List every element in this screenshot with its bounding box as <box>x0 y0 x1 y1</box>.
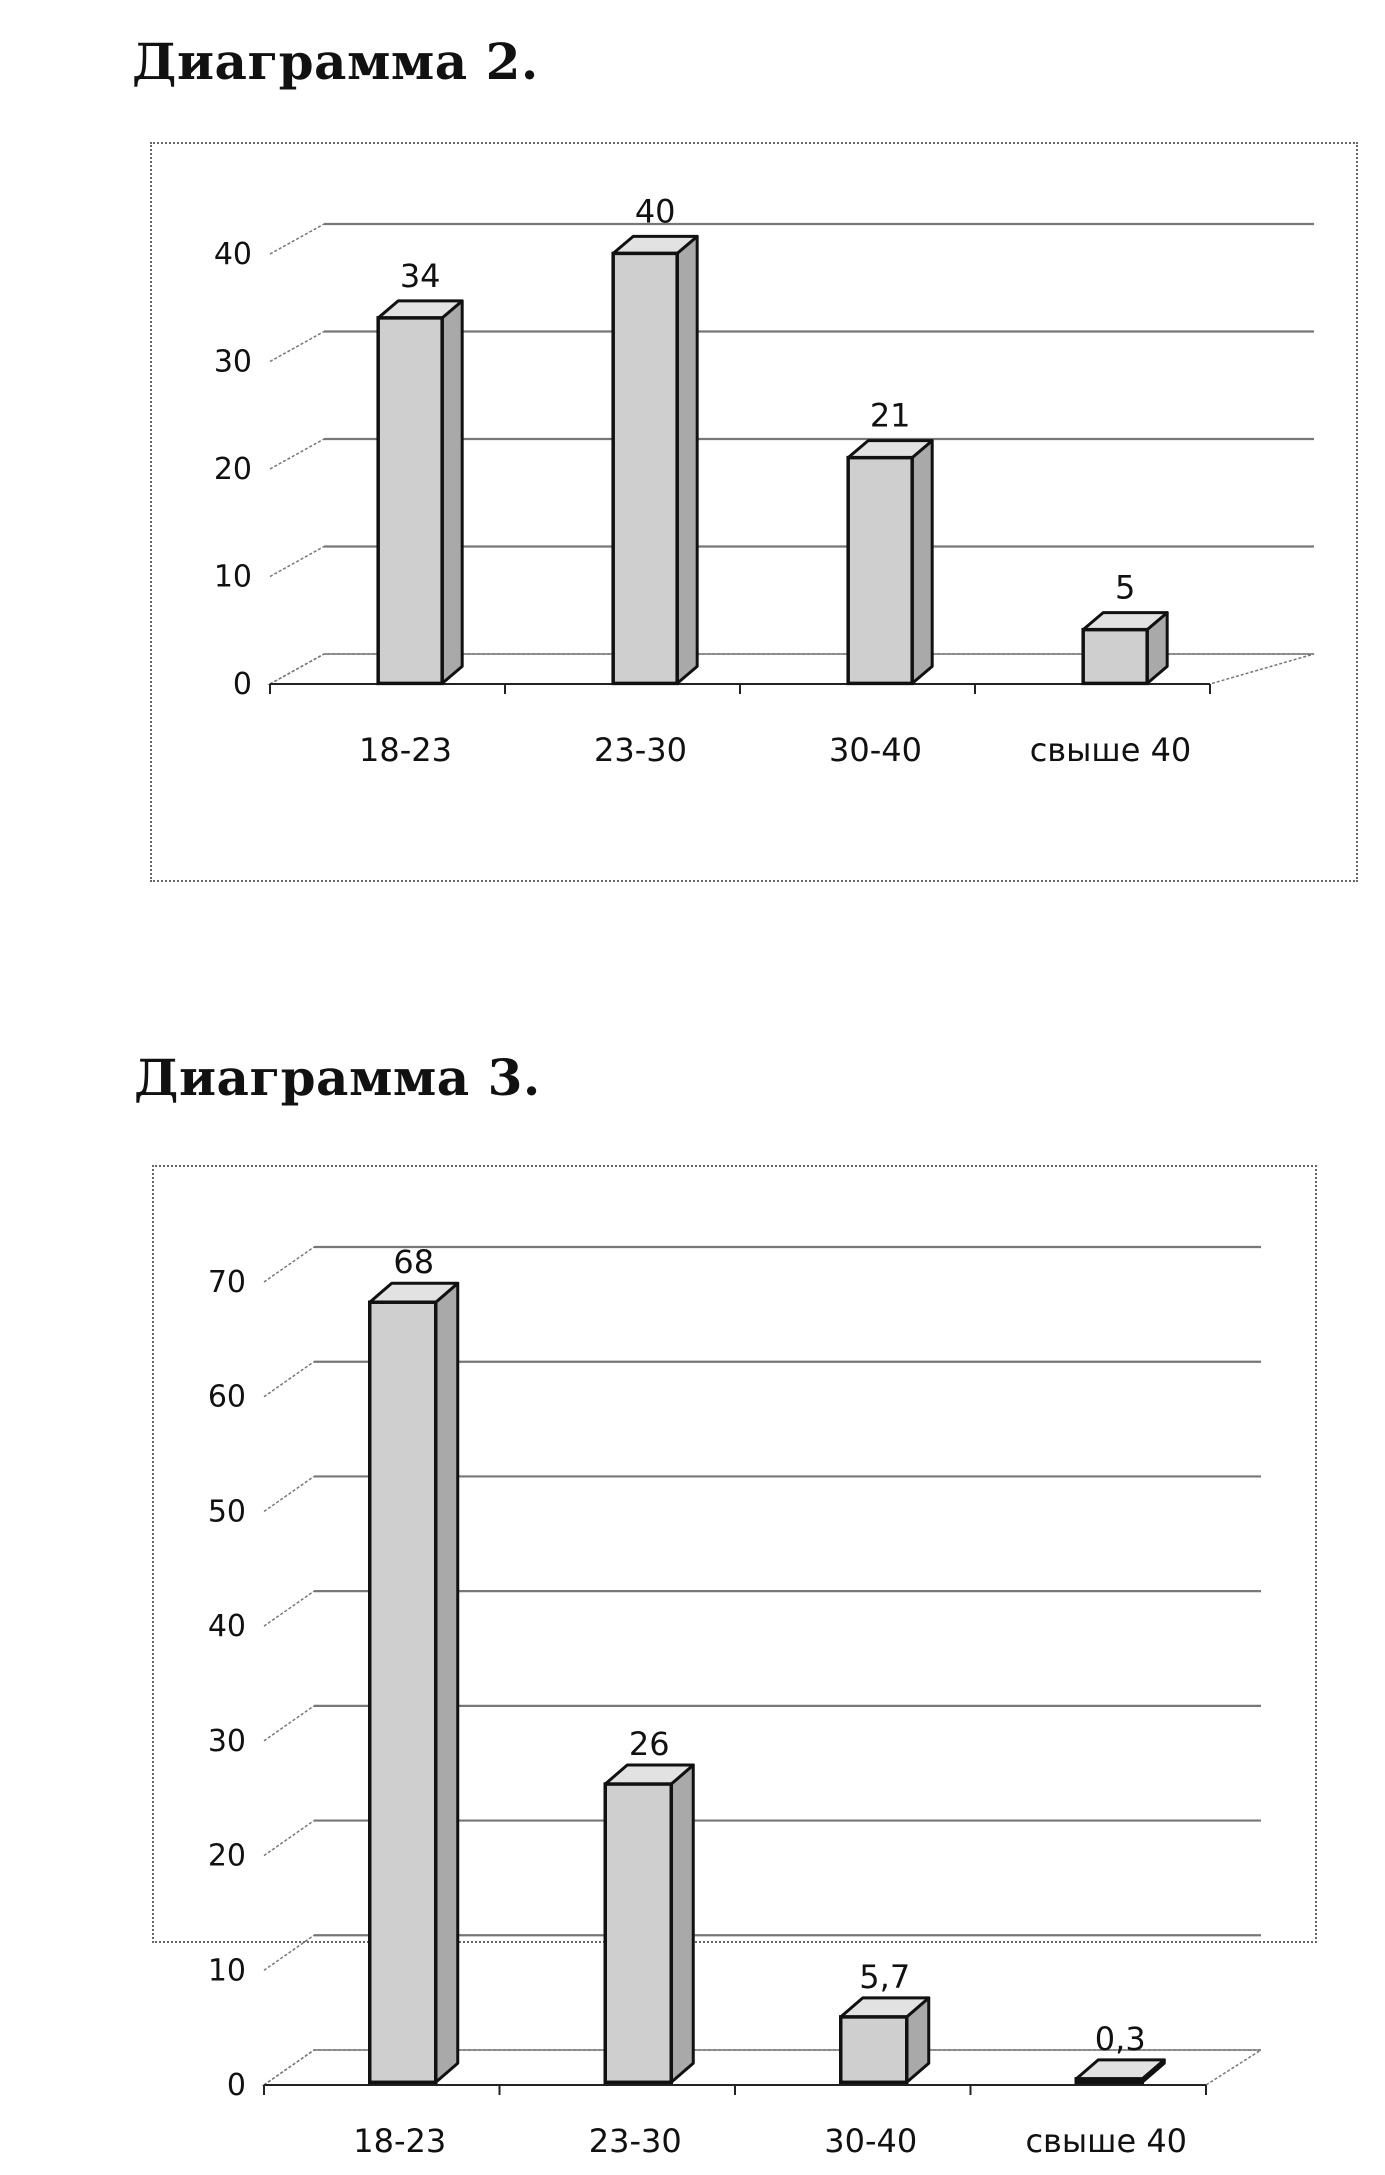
gridline-diagonal <box>270 547 324 577</box>
x-category-label: 23-30 <box>594 731 687 769</box>
y-tick-label: 70 <box>207 1265 246 1300</box>
bar-value-label: 5 <box>1115 568 1136 607</box>
bar-side <box>671 1765 693 2082</box>
bar <box>841 2017 907 2082</box>
gridline-diagonal <box>264 1476 314 1511</box>
bar <box>848 458 912 684</box>
chart-3 <box>154 1167 1319 2160</box>
y-tick-label: 20 <box>213 452 252 487</box>
bar-side <box>436 1283 458 2082</box>
x-category-label: свыше 40 <box>1025 2122 1188 2160</box>
gridline-diagonal <box>264 1821 314 1856</box>
diagram-3-title: Диаграмма 3. <box>134 1048 541 1107</box>
y-tick-label: 20 <box>207 1838 246 1874</box>
bar-group <box>848 441 932 684</box>
bar-side <box>912 441 932 684</box>
gridline-diagonal <box>270 439 324 469</box>
gridline-diagonal <box>264 1935 314 1970</box>
bar-value-label: 40 <box>634 192 676 231</box>
x-category-label: 30-40 <box>824 2122 918 2160</box>
bar-group <box>378 301 462 684</box>
bar-group <box>370 1283 458 2082</box>
bar-group <box>1083 613 1167 684</box>
y-tick-label: 40 <box>207 1609 246 1645</box>
chart-2-frame <box>150 142 1358 882</box>
bar <box>370 1302 436 2082</box>
bar-value-label: 26 <box>628 1725 670 1764</box>
gridline-diagonal <box>264 1591 314 1626</box>
y-tick-label: 30 <box>207 1723 246 1759</box>
bar-group <box>605 1765 693 2082</box>
x-category-label: 18-23 <box>359 731 452 769</box>
x-category-label: 23-30 <box>588 2122 682 2160</box>
y-tick-label: 0 <box>232 667 252 702</box>
bar-group <box>613 236 697 683</box>
gridline-diagonal <box>264 1247 314 1282</box>
y-tick-label: 0 <box>226 2068 246 2103</box>
y-tick-label: 60 <box>207 1379 246 1415</box>
chart-3-frame <box>152 1165 1317 2160</box>
gridline-diagonal <box>264 1362 314 1397</box>
y-tick-label: 50 <box>207 1494 246 1530</box>
bar-value-label: 21 <box>869 396 911 435</box>
gridline-diagonal <box>270 224 324 254</box>
bar-side <box>442 301 462 684</box>
bar-value-label: 34 <box>399 256 441 295</box>
bar <box>1083 630 1147 684</box>
y-tick-label: 30 <box>213 344 252 380</box>
x-category-label: 18-23 <box>353 2122 447 2160</box>
x-category-label: свыше 40 <box>1029 731 1192 769</box>
bar <box>605 1784 671 2082</box>
gridline-diagonal <box>270 332 324 362</box>
y-tick-label: 10 <box>207 1953 246 1989</box>
bar-value-label: 68 <box>393 1243 435 1282</box>
bar <box>613 253 677 683</box>
bar-value-label: 5,7 <box>859 1957 911 1996</box>
chart-2 <box>152 144 1360 884</box>
x-category-label: 30-40 <box>829 731 922 769</box>
diagram-2-title: Диаграмма 2. <box>132 32 539 91</box>
gridline-diagonal <box>264 1706 314 1741</box>
y-tick-label: 40 <box>213 237 252 272</box>
bar <box>378 318 442 684</box>
bar-group <box>1076 2060 1164 2082</box>
bar <box>1076 2079 1142 2082</box>
bar-group <box>841 1998 929 2082</box>
y-tick-label: 10 <box>213 559 252 595</box>
bar-side <box>677 236 697 683</box>
bar-value-label: 0,3 <box>1094 2019 1146 2058</box>
